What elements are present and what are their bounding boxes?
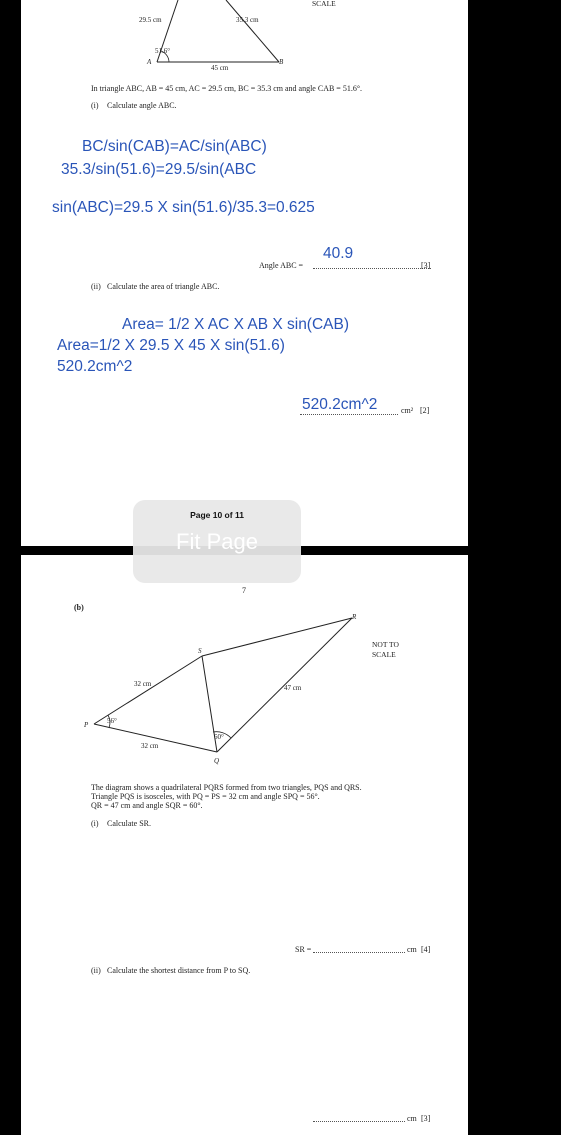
exam-page-10 (21, 0, 468, 546)
answer-distance-marks: [3] (421, 1114, 431, 1123)
pq-length-label: 32 cm (141, 742, 159, 750)
answer-i-marks: [3] (421, 261, 431, 270)
bc-length-label: 35.3 cm (236, 16, 259, 24)
part-i-question: Calculate angle ABC. (107, 101, 177, 110)
vertex-q-label: Q (214, 757, 220, 765)
answer-sr-marks: [4] (421, 945, 431, 954)
quadrilateral-pqrs-diagram (21, 610, 468, 765)
not-to-scale-line-1: NOT TO (372, 640, 399, 649)
ab-length-label: 45 cm (211, 64, 229, 72)
part-i-label: (i) (91, 101, 99, 110)
answer-i-line (313, 268, 431, 269)
part-i-question: Calculate SR. (107, 819, 151, 828)
fit-page-button[interactable]: Fit Page (176, 529, 258, 554)
page-indicator: Page 10 of 11 (190, 510, 244, 520)
angle-spq-label: 56° (107, 717, 117, 725)
answer-sr-line (313, 952, 405, 953)
working-line-1: BC/sin(CAB)=AC/sin(ABC) (82, 138, 267, 155)
fit-page-overlay[interactable] (133, 500, 301, 583)
description-line-1: The diagram shows a quadrilateral PQRS formed from two triangles, PQS and QRS. (91, 783, 362, 792)
part-ii-label: (ii) (91, 282, 101, 291)
answer-i-value: 40.9 (323, 245, 354, 262)
part-ii-question: Calculate the area of triangle ABC. (107, 282, 220, 291)
page-number: 7 (242, 586, 246, 595)
angle-sqr-label: 60° (214, 733, 224, 741)
vertex-p-label: P (84, 721, 89, 729)
answer-ii-value: 520.2cm^2 (302, 396, 378, 413)
vertex-b-label: B (279, 58, 284, 66)
vertex-a-label: A (147, 58, 152, 66)
triangle-abc-diagram (21, 0, 468, 75)
ps-length-label: 32 cm (134, 680, 152, 688)
answer-distance-line (313, 1121, 405, 1122)
part-ii-question: Calculate the shortest distance from P to SQ. (107, 966, 251, 975)
working-line-3: sin(ABC)=29.5 X sin(51.6)/35.3=0.625 (52, 199, 315, 216)
vertex-s-label: S (198, 647, 202, 655)
qr-length-label: 47 cm (284, 684, 302, 692)
question-intro: In triangle ABC, AB = 45 cm, AC = 29.5 cm, BC = 35.3 cm and angle CAB = 51.6°. (91, 84, 363, 93)
area-working-line-1: Area= 1/2 X AC X AB X sin(CAB) (122, 316, 350, 333)
part-b-label: (b) (74, 603, 84, 612)
area-working-line-3: 520.2cm^2 (57, 358, 133, 375)
vertex-r-label: R (352, 613, 357, 621)
exam-page-11 (21, 555, 468, 1135)
working-line-2: 35.3/sin(51.6)=29.5/sin(ABC (61, 161, 257, 178)
answer-sr-prefix: SR = (295, 945, 312, 954)
not-to-scale-line-2: SCALE (372, 650, 396, 659)
description-line-3: QR = 47 cm and angle SQR = 60°. (91, 801, 203, 810)
ac-length-label: 29.5 cm (139, 16, 162, 24)
answer-distance-unit: cm (407, 1114, 417, 1123)
angle-cab-label: 51.6° (155, 47, 171, 55)
not-to-scale-label: SCALE (312, 0, 336, 8)
answer-sr-unit: cm (407, 945, 417, 954)
answer-ii-marks: [2] (420, 406, 430, 415)
part-i-label: (i) (91, 819, 99, 828)
description-line-2: Triangle PQS is isosceles, with PQ = PS = 32 cm and angle SPQ = 56°. (91, 792, 320, 801)
part-ii-label: (ii) (91, 966, 101, 975)
answer-ii-line (300, 414, 398, 415)
answer-ii-unit: cm² (401, 406, 414, 415)
area-working-line-2: Area=1/2 X 29.5 X 45 X sin(51.6) (57, 337, 285, 354)
answer-i-prefix: Angle ABC = (259, 261, 304, 270)
